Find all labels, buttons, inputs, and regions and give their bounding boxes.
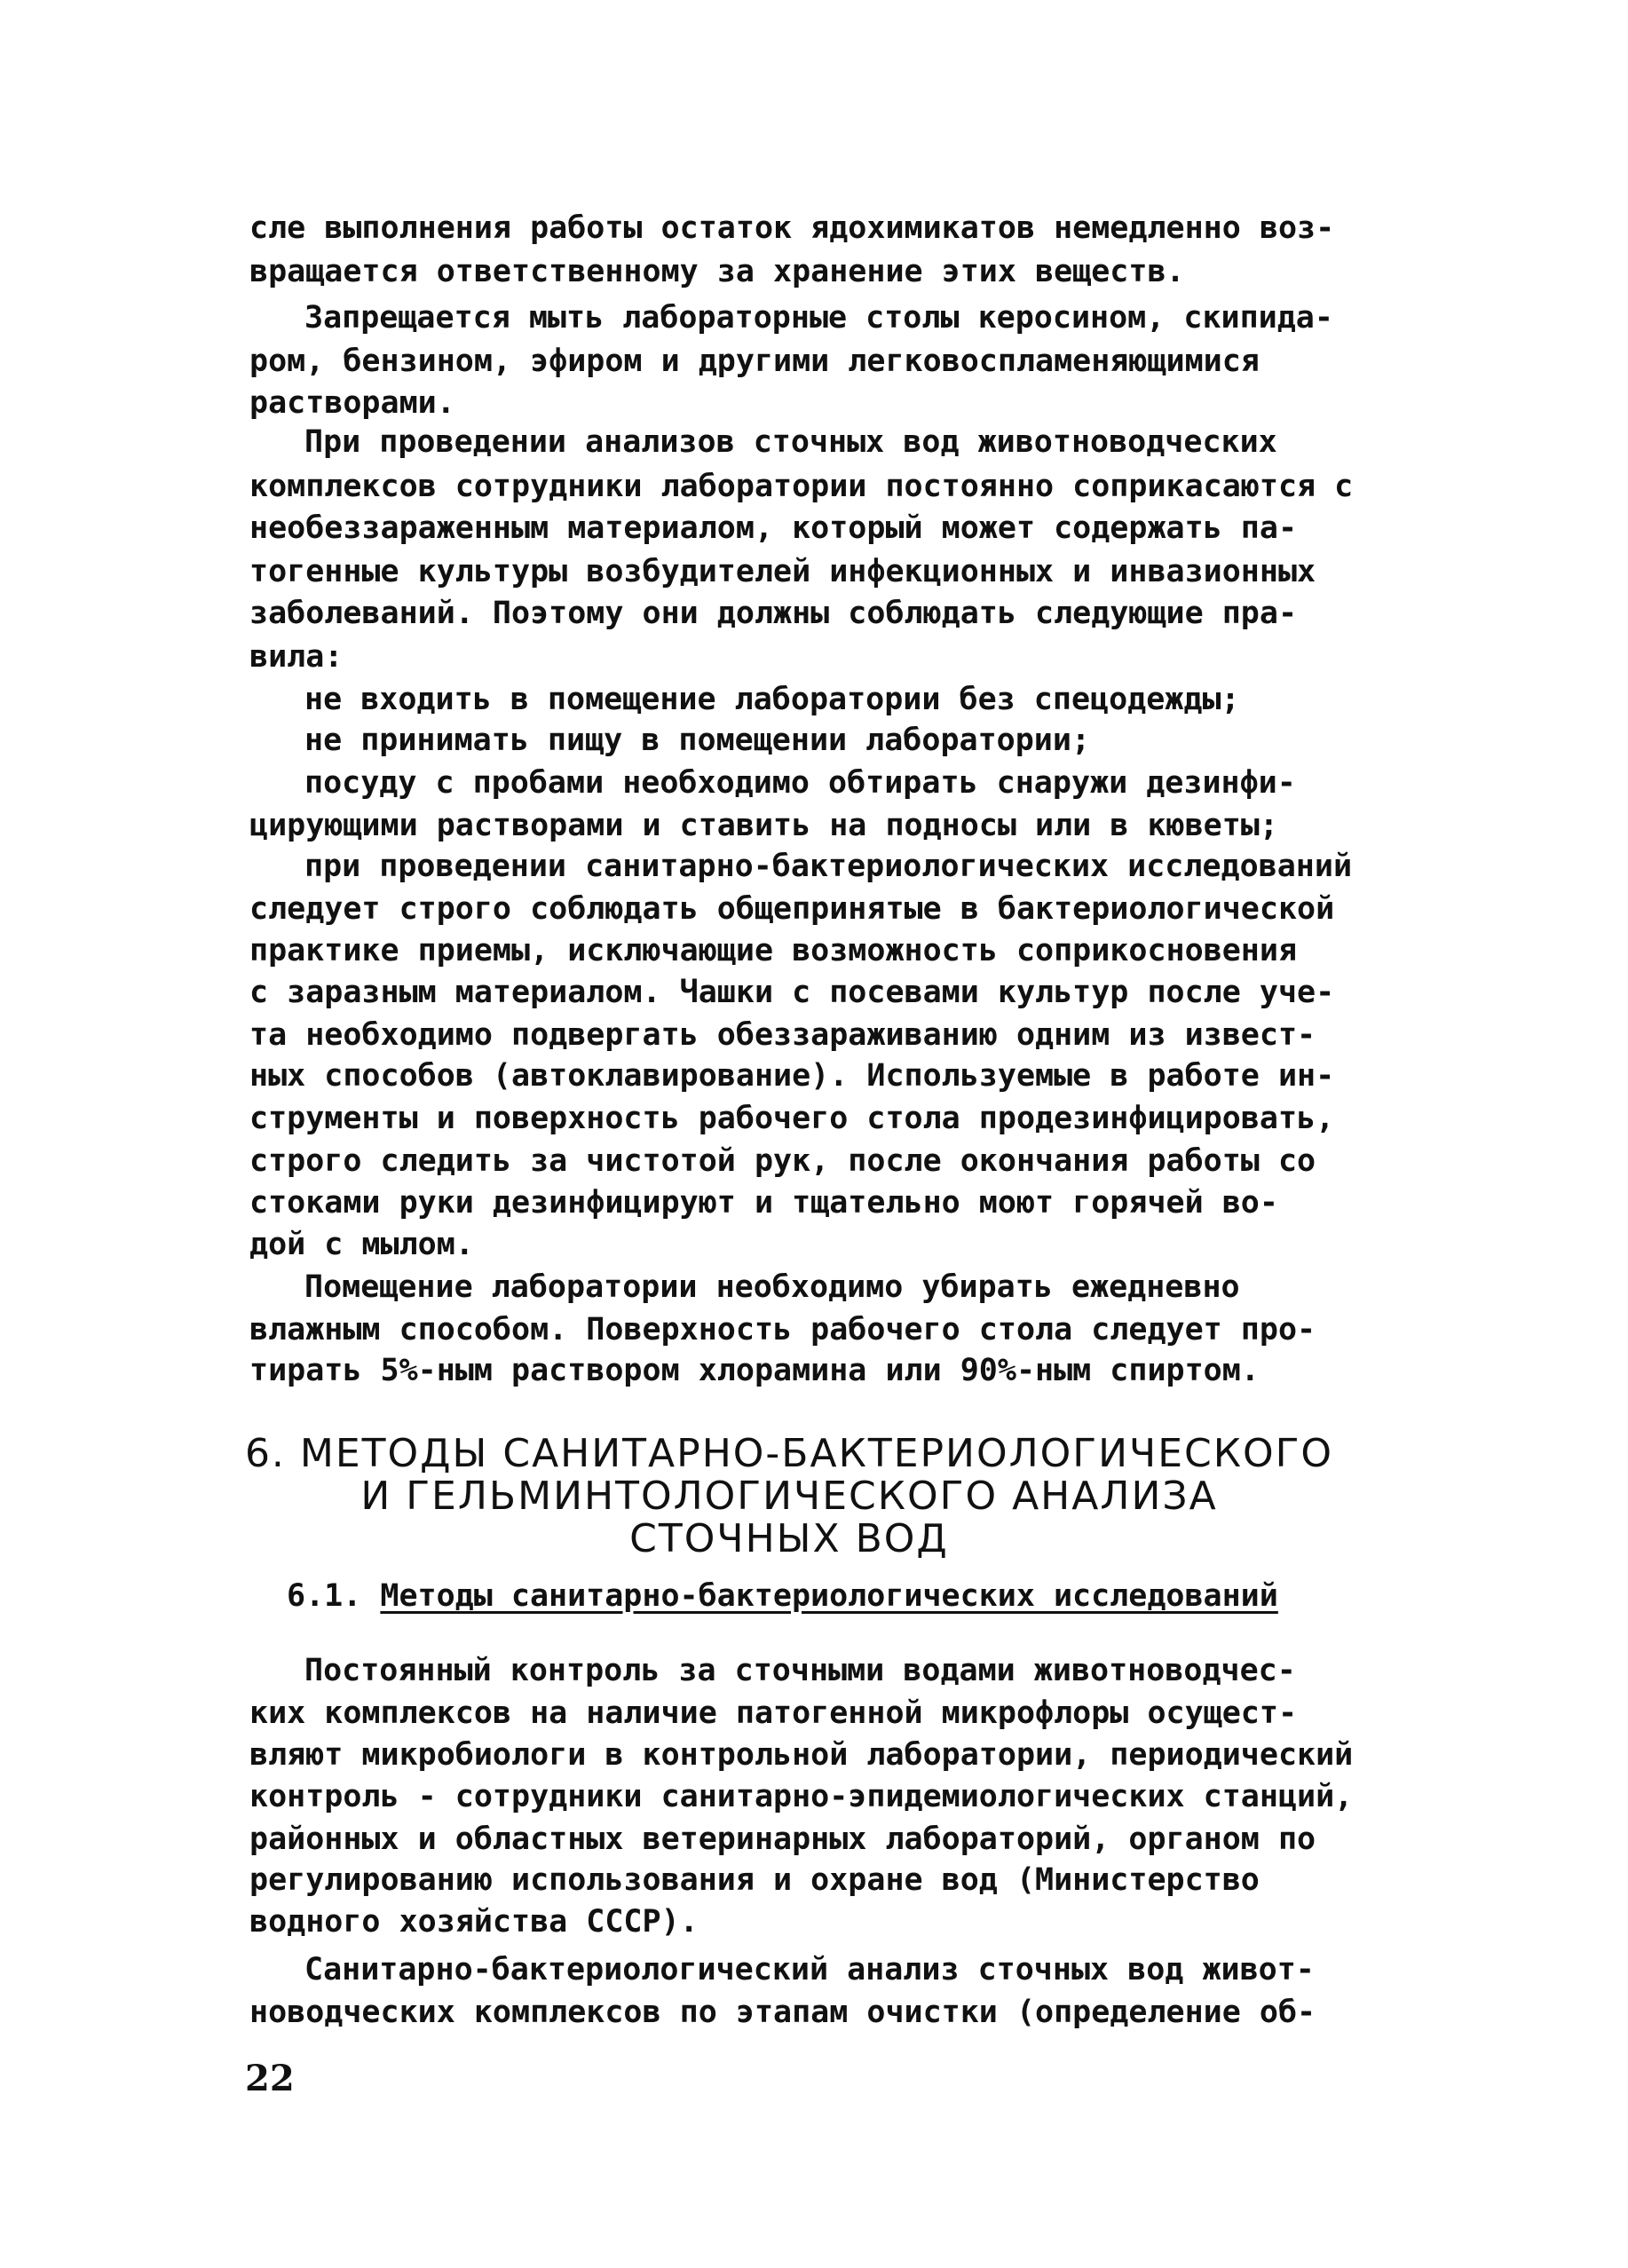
text-line: заболеваний. Поэтому они должны соблюдать следующие пра- <box>249 596 1298 631</box>
text-line: сле выполнения работы остаток ядохимикатов немедленно воз- <box>249 210 1335 246</box>
text-line: вляют микробиологи в контрольной лаборатории, периодический <box>249 1737 1354 1773</box>
text-line: строго следить за чистотой рук, после окончания работы со <box>249 1143 1316 1179</box>
text-line: водного хозяйства СССР). <box>249 1904 699 1940</box>
text-line: Постоянный контроль за сточными водами животноводчес- <box>304 1653 1296 1688</box>
subsection-number: 6.1. <box>287 1578 362 1614</box>
text-line: тогенные культуры возбудителей инфекционных и инвазионных <box>249 554 1316 589</box>
text-line: вращается ответственному за хранение этих веществ. <box>249 254 1185 289</box>
text-line: контроль - сотрудники санитарно-эпидемиологических станций, <box>249 1779 1354 1814</box>
text-line: необеззараженным материалом, который может содержать па- <box>249 510 1298 546</box>
text-line: новодческих комплексов по этапам очистки (определение об- <box>249 1995 1316 2030</box>
text-line: вила: <box>249 639 344 675</box>
text-line: Помещение лаборатории необходимо убирать ежедневно <box>304 1269 1240 1305</box>
text-line: ром, бензином, эфиром и другими легковоспламеняющимися <box>249 344 1260 379</box>
text-line: растворами. <box>249 385 455 421</box>
text-line: комплексов сотрудники лаборатории постоянно соприкасаются с <box>249 469 1354 504</box>
text-line: При проведении анализов сточных вод животноводческих <box>304 424 1277 460</box>
text-line: с заразным материалом. Чашки с посевами культур после уче- <box>249 975 1335 1010</box>
section-heading: 6. МЕТОДЫ САНИТАРНО-БАКТЕРИОЛОГИЧЕСКОГО <box>244 1431 1334 1476</box>
subsection-title: Методы санитарно-бактериологических исследований <box>380 1578 1278 1614</box>
rule-item: не принимать пищу в помещении лаборатории; <box>304 723 1091 758</box>
text-line: районных и областных ветеринарных лабораторий, органом по <box>249 1822 1316 1857</box>
rule-item: не входить в помещение лаборатории без спецодежды; <box>304 682 1240 717</box>
text-line: стоками руки дезинфицируют и тщательно моют горячей во- <box>249 1185 1278 1221</box>
text-line: посуду с пробами необходимо обтирать снаружи дезинфи- <box>304 765 1296 801</box>
text-line: струменты и поверхность рабочего стола продезинфицировать, <box>249 1101 1335 1136</box>
text-line: практике приемы, исключающие возможность соприкосновения <box>249 933 1298 968</box>
text-line: влажным способом. Поверхность рабочего стола следует про- <box>249 1312 1316 1347</box>
text-line: ных способов (автоклавирование). Используемые в работе ин- <box>249 1058 1335 1094</box>
text-line: цирующими растворами и ставить на подносы или в кюветы; <box>249 808 1278 843</box>
text-line: та необходимо подвергать обеззараживанию одним из извест- <box>249 1017 1316 1053</box>
section-heading: СТОЧНЫХ ВОД <box>629 1516 949 1561</box>
text-line: следует строго соблюдать общепринятые в бактериологической <box>249 891 1335 927</box>
text-line: Санитарно-бактериологический анализ сточных вод живот- <box>304 1952 1315 1987</box>
text-line: тирать 5%-ным раствором хлорамина или 90%-ным спиртом. <box>249 1353 1260 1388</box>
text-line: при проведении санитарно-бактериологических исследований <box>304 849 1353 884</box>
text-line: дой с мылом. <box>249 1227 474 1262</box>
text-line: регулированию использования и охране вод (Министерство <box>249 1862 1260 1898</box>
subsection-heading <box>287 1577 1278 1616</box>
text-line: ких комплексов на наличие патогенной микрофлоры осущест- <box>249 1695 1298 1731</box>
section-heading: И ГЕЛЬМИНТОЛОГИЧЕСКОГО АНАЛИЗА <box>360 1474 1218 1519</box>
text-line: Запрещается мыть лабораторные столы керосином, скипида- <box>304 300 1333 336</box>
page-number: 22 <box>245 2058 295 2099</box>
